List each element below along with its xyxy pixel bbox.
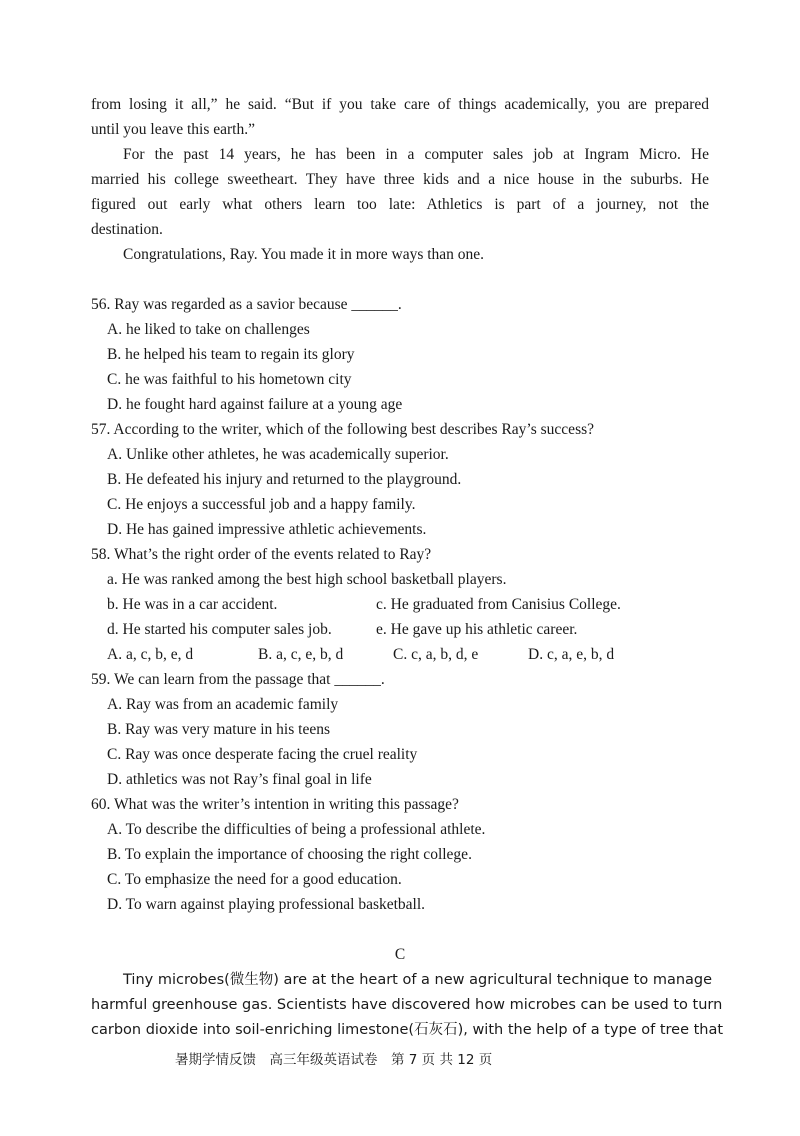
question-58-option-c: C. c, a, b, d, e [393,646,479,663]
question-56-stem: 56. Ray was regarded as a savior because ______. [91,296,402,313]
question-56-option-c: C. he was faithful to his hometown city [107,371,352,388]
question-60-stem: 60. What was the writer’s intention in writing this passage? [91,796,459,813]
section-heading: C [394,946,406,963]
question-58-event-d: d. He started his computer sales job. [107,621,332,638]
passage-line: carbon dioxide into soil-enriching limestone(石灰石), with the help of a type of tree that [91,1022,724,1038]
question-59-option-d: D. athletics was not Ray’s final goal in life [107,771,372,788]
question-58-option-d: D. c, a, e, b, d [528,646,615,663]
passage-line: until you leave this earth.” [91,121,255,138]
passage-line: Tiny microbes(微生物) are at the heart of a new agricultural technique to manage [123,972,713,988]
passage-line: figured out early what others learn too late: Athletics is part of a journey, not the [91,196,709,213]
question-58-stem: 58. What’s the right order of the events related to Ray? [91,546,432,563]
passage-line: from losing it all,” he said. “But if you take care of things academically, you are prepared [91,96,709,113]
passage-line: harmful greenhouse gas. Scientists have discovered how microbes can be used to turn [91,997,723,1013]
question-58-event-e: e. He gave up his athletic career. [376,621,578,638]
passage-line: married his college sweetheart. They have three kids and a nice house in the suburbs. He [91,171,709,188]
question-58-event-c: c. He graduated from Canisius College. [376,596,621,613]
question-56-option-b: B. he helped his team to regain its glory [107,346,355,363]
question-60-option-c: C. To emphasize the need for a good education. [107,871,402,888]
question-60-option-b: B. To explain the importance of choosing the right college. [107,846,472,863]
question-58-event-b: b. He was in a car accident. [107,596,278,613]
question-58-option-a: A. a, c, b, e, d [107,646,194,663]
question-57-option-b: B. He defeated his injury and returned to the playground. [107,471,462,488]
question-56-option-a: A. he liked to take on challenges [107,321,310,338]
question-57-stem: 57. According to the writer, which of the following best describes Ray’s success? [91,421,595,438]
question-60-option-d: D. To warn against playing professional basketball. [107,896,426,913]
question-58-event-a: a. He was ranked among the best high school basketball players. [107,571,507,588]
question-56-option-d: D. he fought hard against failure at a young age [107,396,403,413]
question-57-option-a: A. Unlike other athletes, he was academically superior. [107,446,449,463]
question-57-option-c: C. He enjoys a successful job and a happy family. [107,496,416,513]
passage-line: Congratulations, Ray. You made it in more ways than one. [123,246,485,263]
passage-line: destination. [91,221,163,238]
page-footer: 暑期学情反馈 高三年级英语试卷 第 7 页 共 12 页 [175,1052,493,1068]
question-60-option-a: A. To describe the difficulties of being a professional athlete. [107,821,486,838]
question-59-option-b: B. Ray was very mature in his teens [107,721,330,738]
question-59-stem: 59. We can learn from the passage that ______. [91,671,385,688]
question-58-option-b: B. a, c, e, b, d [258,646,344,663]
question-59-option-c: C. Ray was once desperate facing the cruel reality [107,746,418,763]
question-59-option-a: A. Ray was from an academic family [107,696,339,713]
passage-line: For the past 14 years, he has been in a computer sales job at Ingram Micro. He [123,146,709,163]
question-57-option-d: D. He has gained impressive athletic achievements. [107,521,427,538]
